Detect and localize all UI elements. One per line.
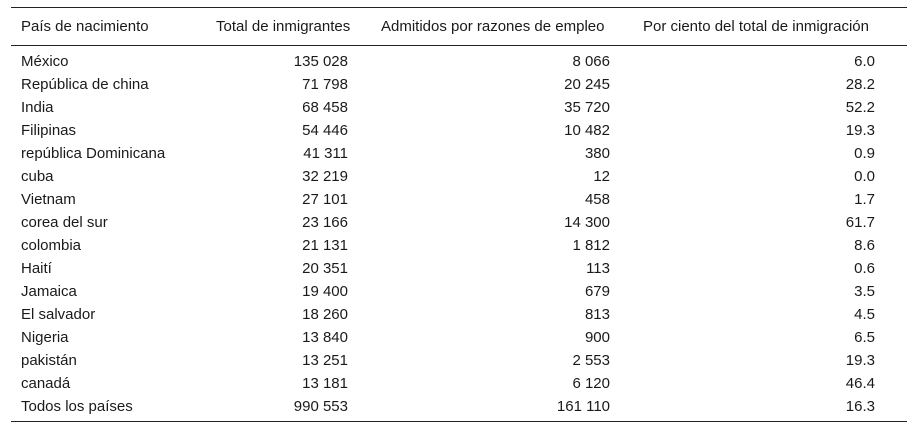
cell-percent-of-total: 61.7	[845, 214, 875, 231]
cell-country: República de china	[21, 76, 149, 93]
table-row	[11, 46, 907, 74]
cell-employment-admissions: 380	[584, 145, 610, 162]
cell-percent-of-total: 0.0	[854, 168, 875, 185]
cell-total-immigrants: 20 351	[302, 260, 348, 277]
cell-total-immigrants: 27 101	[302, 191, 348, 208]
cell-country: república Dominicana	[21, 145, 166, 162]
cell-country: Haití	[21, 260, 52, 277]
cell-percent-of-total: 19.3	[845, 122, 875, 139]
table-row	[11, 395, 907, 422]
table-row	[11, 96, 907, 119]
header-row	[11, 8, 907, 46]
table-row	[11, 119, 907, 142]
header-total-immigrants: Total de inmigrantes	[206, 8, 371, 46]
cell-total-immigrants: 71 798	[302, 76, 348, 93]
cell-percent-of-total: 46.4	[845, 375, 875, 392]
cell-percent-of-total: 3.5	[854, 283, 875, 300]
cell-total-immigrants: 13 251	[302, 352, 348, 369]
cell-percent-of-total: 16.3	[633, 395, 907, 422]
table-row	[11, 234, 907, 257]
cell-total-immigrants: 54 446	[302, 122, 348, 139]
cell-total-immigrants: 990 553	[206, 395, 371, 422]
cell-employment-admissions: 12	[593, 168, 610, 185]
table-body	[11, 46, 907, 422]
cell-employment-admissions: 900	[584, 329, 610, 346]
cell-employment-admissions: 6 120	[572, 375, 610, 392]
cell-employment-admissions: 1 812	[572, 237, 610, 254]
table-row	[11, 142, 907, 165]
cell-total-immigrants: 13 840	[302, 329, 348, 346]
cell-percent-of-total: 6.0	[854, 53, 875, 70]
cell-percent-of-total: 28.2	[845, 76, 875, 93]
cell-percent-of-total: 0.9	[854, 145, 875, 162]
cell-percent-of-total: 4.5	[854, 306, 875, 323]
cell-country: India	[21, 99, 54, 116]
cell-employment-admissions: 679	[584, 283, 610, 300]
table-row	[11, 349, 907, 372]
cell-percent-of-total: 6.5	[854, 329, 875, 346]
table-row	[11, 372, 907, 395]
cell-percent-of-total: 52.2	[845, 99, 875, 116]
table-row	[11, 257, 907, 280]
cell-total-immigrants: 32 219	[302, 168, 348, 185]
table-header	[11, 8, 907, 46]
cell-employment-admissions: 14 300	[564, 214, 610, 231]
cell-percent-of-total: 19.3	[845, 352, 875, 369]
cell-total-immigrants: 21 131	[302, 237, 348, 254]
cell-total-immigrants: 41 311	[303, 145, 348, 162]
immigration-table	[11, 7, 907, 422]
table-row	[11, 211, 907, 234]
cell-percent-of-total: 0.6	[854, 260, 875, 277]
cell-employment-admissions: 113	[586, 260, 610, 277]
table-row	[11, 188, 907, 211]
cell-total-immigrants: 68 458	[302, 99, 348, 116]
cell-employment-admissions: 458	[584, 191, 610, 208]
cell-employment-admissions: 20 245	[564, 76, 610, 93]
table-row	[11, 165, 907, 188]
cell-employment-admissions: 10 482	[564, 122, 610, 139]
header-employment-admissions: Admitidos por razones de empleo	[371, 8, 633, 46]
cell-total-immigrants: 135 028	[293, 53, 348, 70]
cell-country: México	[21, 53, 69, 70]
cell-country: Filipinas	[21, 122, 77, 139]
cell-employment-admissions: 35 720	[564, 99, 610, 116]
header-percent-of-total: Por ciento del total de inmigración	[633, 8, 907, 46]
cell-country: Vietnam	[21, 191, 76, 208]
cell-country: Todos los países	[11, 395, 206, 422]
cell-country: pakistán	[21, 352, 77, 369]
table-row	[11, 326, 907, 349]
cell-employment-admissions: 2 553	[572, 352, 610, 369]
cell-percent-of-total: 8.6	[854, 237, 875, 254]
cell-country: El salvador	[21, 306, 96, 323]
cell-employment-admissions: 8 066	[572, 53, 610, 70]
cell-country: colombia	[21, 237, 82, 254]
cell-country: Jamaica	[21, 283, 77, 300]
cell-employment-admissions: 161 110	[371, 395, 633, 422]
table-row	[11, 280, 907, 303]
cell-percent-of-total: 1.7	[854, 191, 875, 208]
cell-country: Nigeria	[21, 329, 69, 346]
table-row	[11, 303, 907, 326]
cell-country: cuba	[21, 168, 54, 185]
header-country: País de nacimiento	[11, 8, 206, 46]
cell-total-immigrants: 19 400	[302, 283, 348, 300]
cell-employment-admissions: 813	[584, 306, 610, 323]
cell-country: corea del sur	[21, 214, 108, 231]
table-row	[11, 73, 907, 96]
cell-total-immigrants: 23 166	[302, 214, 348, 231]
immigration-table-container	[11, 7, 907, 422]
cell-country: canadá	[21, 375, 71, 392]
cell-total-immigrants: 13 181	[302, 375, 348, 392]
cell-total-immigrants: 18 260	[302, 306, 348, 323]
